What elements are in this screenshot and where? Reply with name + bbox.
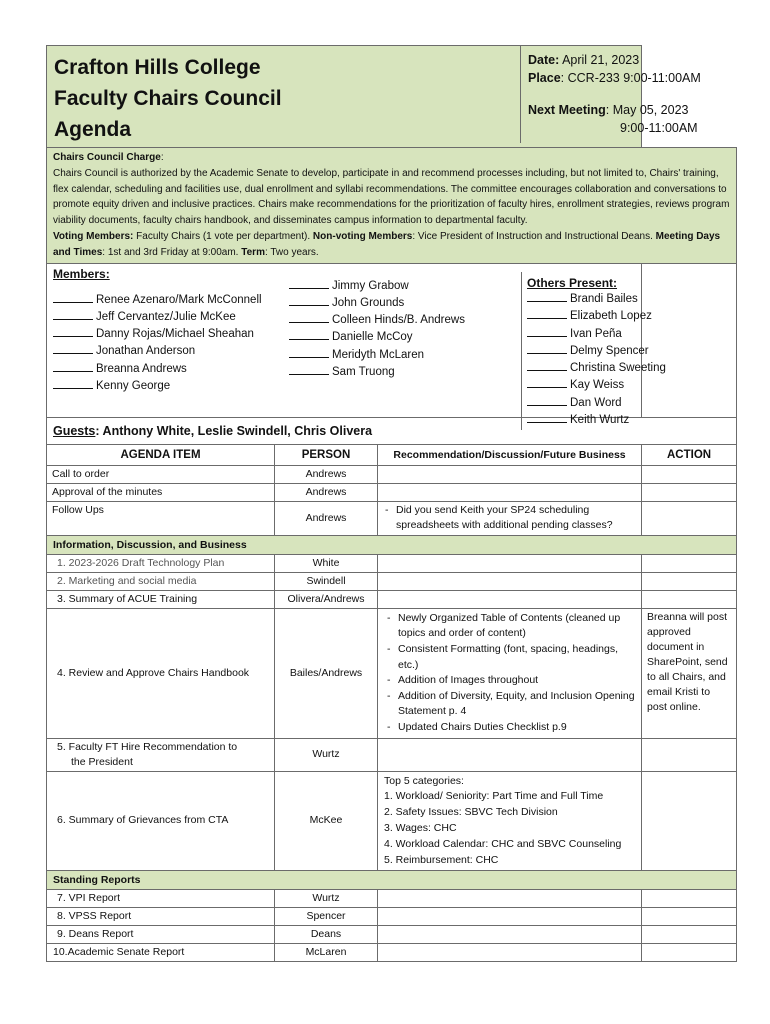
next-meeting: Next Meeting: May 05, 2023 bbox=[528, 103, 689, 117]
meeting-info-box bbox=[520, 45, 736, 143]
agenda-table bbox=[46, 45, 737, 962]
member-entry: Sam Truong bbox=[289, 364, 465, 381]
charge-heading: Chairs Council Charge bbox=[53, 152, 161, 163]
member-entry: Danny Rojas/Michael Sheahan bbox=[53, 326, 262, 343]
agenda-page bbox=[46, 45, 736, 962]
member-entry: Keith Wurtz bbox=[527, 412, 732, 429]
table-row: 5. Faculty FT Hire Recommendation to the President Wurtz bbox=[47, 738, 737, 771]
section-information: Information, Discussion, and Business bbox=[47, 535, 737, 554]
member-entry: Brandi Bailes bbox=[527, 291, 732, 308]
section-standing-reports: Standing Reports bbox=[47, 871, 737, 890]
next-meeting-time: 9:00-11:00AM bbox=[620, 121, 698, 135]
council-charge: Chairs Council Charge: Chairs Council is authorized by the Academic Senate to develop, participate in and recommend processes including, but not limited to, Chairs' training, flex calendar, scheduling and facilities use, dual enrollment and syllabi recommendations. The committee encourages collaboration and conversations to promote equity driven and inclusive practices. Chairs make recommendations for the prioritization of faculty hires, enrollment strategies, reviews program viability documents, faculty chairs handbook, and disseminates campus information to departmental faculty. Voting Members: Faculty Chairs (1 vote per department). Non-voting Members: Vice President of Instruction and Instructional Deans. Meeting Days and Times: 1st and 3rd Friday at 9:00am. Term: Two years. bbox=[47, 148, 737, 264]
title-college: Crafton Hills College bbox=[54, 56, 261, 79]
table-row: 7. VPI Report Wurtz bbox=[47, 890, 737, 908]
table-row: Follow Ups Andrews - Did you send Keith your SP24 scheduling spreadsheets with additional pending classes? bbox=[47, 501, 737, 535]
handbook-action: Breanna will post approved document in SharePoint, send to all Chairs, and email Kristi to post online. bbox=[642, 608, 737, 738]
member-entry: John Grounds bbox=[289, 295, 465, 312]
member-entry: Kay Weiss bbox=[527, 377, 732, 394]
member-entry: Breanna Andrews bbox=[53, 361, 262, 378]
title-agenda: Agenda bbox=[54, 118, 132, 141]
header-action: ACTION bbox=[642, 444, 737, 465]
table-row: Approval of the minutes Andrews bbox=[47, 483, 737, 501]
member-entry: Kenny George bbox=[53, 378, 262, 395]
members-heading: Members: bbox=[53, 266, 110, 281]
charge-membership: Voting Members: Faculty Chairs (1 vote per department). Non-voting Members: Vice President of Instruction and Instructional Deans. Meeting Days and Times: 1st and 3rd Friday at 9:00am. Term: Two years. bbox=[53, 230, 721, 258]
member-entry: Danielle McCoy bbox=[289, 329, 465, 346]
member-entry: Meridyth McLaren bbox=[289, 347, 465, 364]
list-item: - Addition of Images throughout bbox=[398, 673, 636, 689]
title-council: Faculty Chairs Council bbox=[54, 87, 282, 110]
member-entry: Ivan Peña bbox=[527, 326, 732, 343]
list-item: - Newly Organized Table of Contents (cleaned up topics and order of content) bbox=[398, 611, 636, 642]
list-item: - Updated Chairs Duties Checklist p.9 bbox=[398, 720, 636, 736]
header-recommendation: Recommendation/Discussion/Future Business bbox=[378, 444, 642, 465]
members-divider bbox=[521, 272, 522, 430]
member-entry: Colleen Hinds/B. Andrews bbox=[289, 312, 465, 329]
others-heading: Others Present: bbox=[527, 276, 618, 290]
members-col2 bbox=[289, 278, 465, 382]
table-row: 8. VPSS Report Spencer bbox=[47, 908, 737, 926]
table-row: 9. Deans Report Deans bbox=[47, 926, 737, 944]
table-row: Call to order Andrews bbox=[47, 465, 737, 483]
charge-text: Chairs Council is authorized by the Academic Senate to develop, participate in and recommend processes including, but not limited to, Chairs' training, flex calendar, scheduling and facilities use, dual enrollment and syllabi recommendations. The committee encourages collaboration and conversations to promote equity driven and inclusive practices. Chairs make recommendations for the prioritization of faculty hires, enrollment strategies, reviews program viability documents, faculty chairs handbook, and disseminates campus information to departmental faculty. bbox=[53, 167, 730, 227]
meeting-date: Date: April 21, 2023 bbox=[528, 53, 640, 67]
table-row: 3. Summary of ACUE Training Olivera/Andrews bbox=[47, 590, 737, 608]
member-entry: Elizabeth Lopez bbox=[527, 308, 732, 325]
member-entry: Delmy Spencer bbox=[527, 343, 732, 360]
table-row: 10.Academic Senate Report McLaren bbox=[47, 944, 737, 962]
member-entry: Christina Sweeting bbox=[527, 360, 732, 377]
table-row: 4. Review and Approve Chairs Handbook Bailes/Andrews - Newly Organized Table of Contents (cleaned up topics and order of content) - Consistent Formatting (font, spacing, headings, etc.) - Addition of Images throughout - Addition of Diversity, Equity, and Inclusion Opening Statement p. 4 - Updated Chairs Duties Checklist p.9 Breanna will post approved document in SharePoint, send to all Chairs, and email Kristi to post online. bbox=[47, 608, 737, 738]
list-item: - Consistent Formatting (font, spacing, headings, etc.) bbox=[398, 642, 636, 673]
followup-note: - Did you send Keith your SP24 scheduling spreadsheets with additional pending classes? bbox=[396, 503, 636, 534]
table-row: 6. Summary of Grievances from CTA McKee Top 5 categories: 1. Workload/ Seniority: Part Time and Full Time 2. Safety Issues: SBVC Tech Division 3. Wages: CHC 4. Workload Calendar: CHC and SBVC Counseling 5. Reimbursement: CHC bbox=[47, 771, 737, 871]
member-entry: Jeff Cervantez/Julie McKee bbox=[53, 309, 262, 326]
header-person: PERSON bbox=[275, 444, 378, 465]
members-col1 bbox=[53, 292, 262, 396]
member-entry: Renee Azenaro/Mark McConnell bbox=[53, 292, 262, 309]
list-item: - Addition of Diversity, Equity, and Inclusion Opening Statement p. 4 bbox=[398, 689, 636, 720]
member-entry: Dan Word bbox=[527, 395, 732, 412]
meeting-place: Place: CCR-233 9:00-11:00AM bbox=[528, 71, 701, 85]
member-entry: Jonathan Anderson bbox=[53, 343, 262, 360]
handbook-points bbox=[384, 611, 636, 736]
table-row: 2. Marketing and social media Swindell bbox=[47, 572, 737, 590]
grievance-list: Top 5 categories: 1. Workload/ Seniority: Part Time and Full Time 2. Safety Issues: SBVC Tech Division 3. Wages: CHC 4. Workload Calendar: CHC and SBVC Counseling 5. Reimbursement: CHC bbox=[378, 771, 642, 871]
guests-line: Guests: Anthony White, Leslie Swindell, Chris Olivera bbox=[47, 417, 737, 444]
table-row: 1. 2023-2026 Draft Technology Plan White bbox=[47, 554, 737, 572]
header-agenda-item: AGENDA ITEM bbox=[47, 444, 275, 465]
others-present bbox=[527, 276, 732, 429]
member-entry: Jimmy Grabow bbox=[289, 278, 465, 295]
